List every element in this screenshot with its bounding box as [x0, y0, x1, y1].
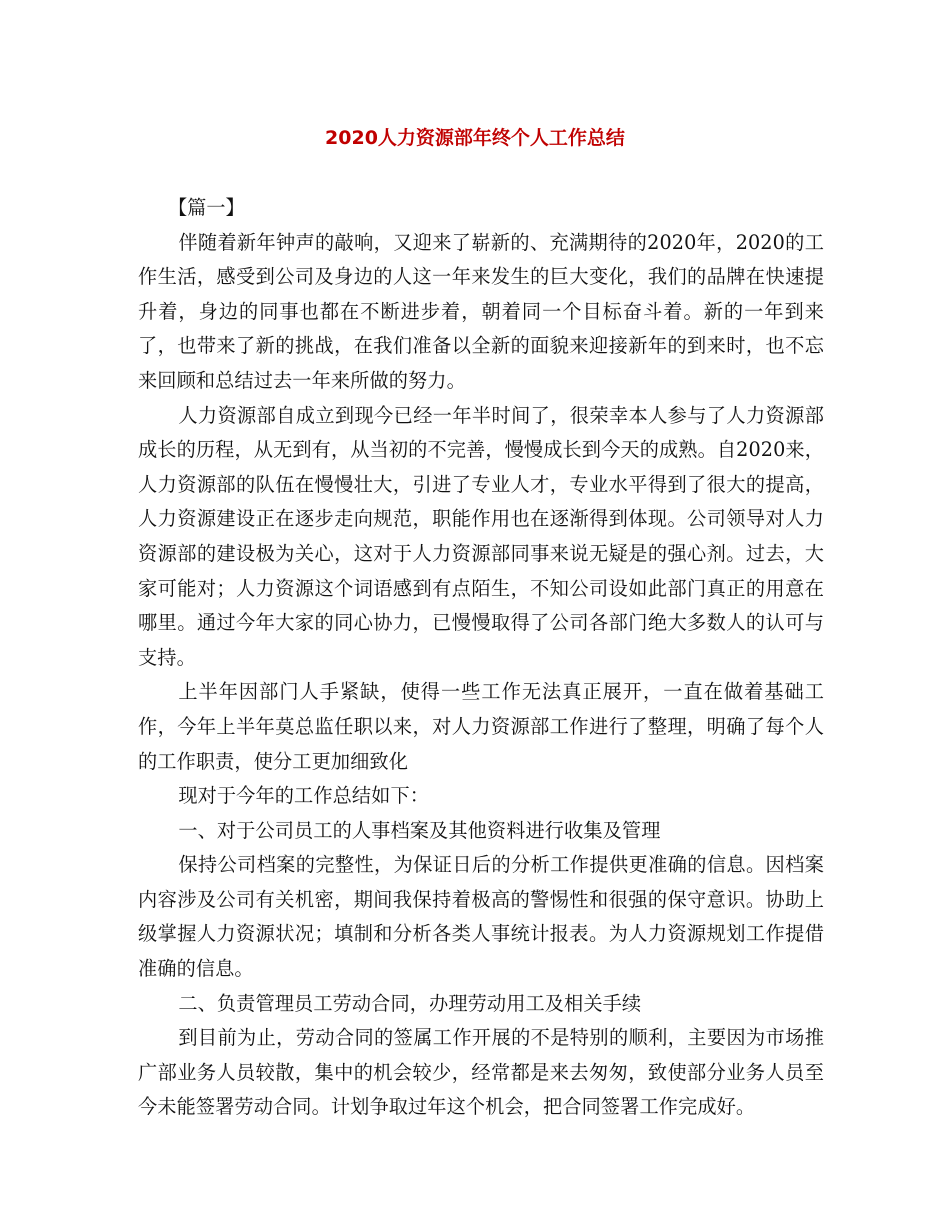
heading-item-1: 一、对于公司员工的人事档案及其他资料进行收集及管理	[178, 818, 661, 842]
section-label: 【篇一】	[168, 196, 245, 219]
paragraph-1: 伴随着新年钟声的敲响，又迎来了崭新的、充满期待的2020年，2020的工作生活，感受到公司及身边的人这一年来发生的巨大变化，我们的品牌在快速提升着，身边的同事也都在不断进步着，朝着同一个目标奋斗着。新的一年到来了，也带来了新的挑战，在我们准备以全新的面貌来迎接新年的到来时，也不忘来回顾和总结过去一年来所做的努力。	[138, 230, 824, 392]
heading-item-2: 二、负责管理员工劳动合同，办理劳动用工及相关手续	[178, 991, 642, 1015]
paragraph-summary-intro: 现对于今年的工作总结如下：	[178, 784, 430, 808]
document-title: 2020人力资源部年终个人工作总结	[325, 127, 625, 149]
paragraph-item-1: 保持公司档案的完整性，为保证日后的分析工作提供更准确的信息。因档案内容涉及公司有关机密，期间我保持着极高的警惕性和很强的保守意识。协助上级掌握人力资源状况；填制和分析各类人事统计报表。为人力资源规划工作提借准确的信息。	[138, 853, 824, 981]
paragraph-3: 上半年因部门人手紧缺，使得一些工作无法真正展开，一直在做着基础工作，今年上半年莫总监任职以来，对人力资源部工作进行了整理，明确了每个人的工作职责，使分工更加细致化	[138, 680, 824, 773]
paragraph-2: 人力资源部自成立到现今已经一年半时间了，很荣幸本人参与了人力资源部成长的历程，从无到有，从当初的不完善，慢慢成长到今天的成熟。自2020来，人力资源部的队伍在慢慢壮大，引进了专业人才，专业水平得到了很大的提高，人力资源建设正在逐步走向规范，职能作用也在逐渐得到体现。公司领导对人力资源部的建设极为关心，这对于人力资源部同事来说无疑是的强心剂。过去，大家可能对；人力资源这个词语感到有点陌生，不知公司设如此部门真正的用意在哪里。通过今年大家的同心协力，已慢慢取得了公司各部门绝大多数人的认可与支持。	[138, 403, 824, 669]
document-body	[138, 191, 824, 1125]
paragraph-item-2: 到目前为止，劳动合同的签属工作开展的不是特别的顺利，主要因为市场推广部业务人员较散，集中的机会较少，经常都是来去匆匆，致使部分业务人员至今未能签署劳动合同。计划争取过年这个机会，把合同签署工作完成好。	[138, 1026, 824, 1119]
